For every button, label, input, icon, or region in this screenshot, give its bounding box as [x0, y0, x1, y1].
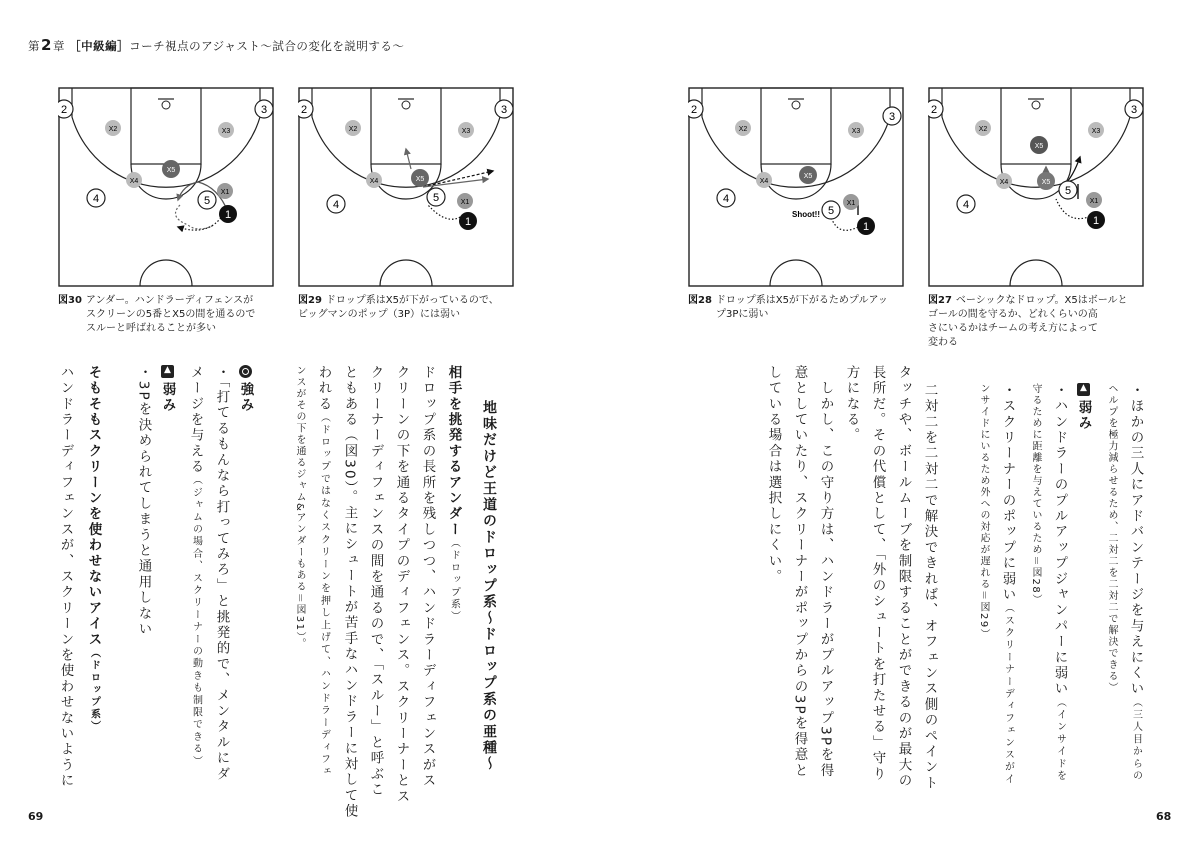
body-line: ハンドラーディフェンスが、スクリーンを使わせないように [57, 365, 74, 789]
body-line: ともある（図30）。主にシュートが苦手なハンドラーに対して使 [341, 365, 358, 820]
caption-line: スクリーンの5番とX5の間を通るので [86, 309, 256, 320]
weakness-label: ▲弱み [159, 365, 176, 414]
defender-x3 [1088, 122, 1104, 138]
player-5 [427, 188, 445, 206]
defender-x5 [162, 160, 180, 178]
svg-text:2: 2 [930, 104, 938, 116]
caption-line: ドロップ系はX5が下がっているので、 [325, 295, 499, 306]
svg-text:2: 2 [60, 104, 68, 116]
section-heading: 地味だけど王道のドロップ系〜ドロップ系の亜種〜 [481, 400, 497, 773]
player-2 [58, 100, 73, 118]
warning-icon: ▲ [1078, 383, 1089, 396]
svg-text:3: 3 [1130, 104, 1138, 116]
player-3 [495, 100, 513, 118]
svg-text:X3: X3 [851, 128, 861, 135]
page-number-left: 69 [28, 810, 44, 823]
svg-text:1: 1 [1092, 215, 1100, 227]
player-1-ball-handler [459, 212, 477, 230]
svg-text:2: 2 [300, 104, 308, 116]
svg-text:1: 1 [464, 216, 472, 228]
caption-fig28 [688, 294, 912, 322]
caption-line: ドロップ系はX5が下がるためプルアッ [715, 295, 888, 306]
body-line: タッチや、ボールムーブを制限することができるのが最大の [895, 365, 912, 789]
strength-item: メージを与える（ジャムの場合、スクリーナーの動きも制限できる） [187, 365, 204, 768]
svg-text:X1: X1 [1089, 198, 1099, 205]
chapter-title: コーチ視点のアジャスト〜試合の変化を説明する〜 [129, 39, 405, 53]
svg-text:3: 3 [888, 111, 896, 123]
defender-x4 [126, 172, 142, 188]
defender-x2 [345, 120, 361, 136]
caption-line: さにいるかはチームの考え方によって [928, 323, 1098, 334]
defender-x4 [366, 172, 382, 188]
defender-x5 [1037, 172, 1055, 190]
caption-fig30 [58, 294, 282, 336]
caption-line: プ3Pに弱い [716, 309, 769, 320]
svg-text:2: 2 [690, 104, 698, 116]
warning-icon: ▲ [162, 365, 173, 378]
player-1-ball-handler [219, 205, 237, 223]
player-5 [1059, 181, 1077, 199]
player-4 [957, 195, 975, 213]
svg-text:X2: X2 [738, 126, 748, 133]
player-1-ball-handler [857, 217, 875, 235]
defender-x1 [843, 194, 859, 210]
running-header [28, 36, 404, 54]
svg-text:5: 5 [432, 192, 440, 204]
svg-text:1: 1 [862, 221, 870, 233]
player-3 [1125, 100, 1143, 118]
caption-label: 図27 [928, 295, 952, 306]
svg-text:4: 4 [332, 199, 340, 211]
body-note: ンスがその下を通るジャム&アンダーもある＝図31）。 [294, 365, 305, 650]
weakness-note: ンサイドにいるため外への対応が遅れる＝図29） [978, 383, 989, 641]
weakness-item: ・スクリーナーのポップに弱い（スクリーナーディフェンスがイ [999, 383, 1016, 786]
svg-text:X1: X1 [220, 189, 230, 196]
svg-text:X4: X4 [759, 178, 769, 185]
svg-text:X2: X2 [978, 126, 988, 133]
weakness-note: 守るために距離を与えているため＝図28） [1030, 383, 1041, 606]
level-label: ［中級編］ [69, 39, 130, 53]
player-1-ball-handler [1087, 211, 1105, 229]
caption-fig29 [298, 294, 522, 322]
svg-text:X4: X4 [369, 178, 379, 185]
svg-text:1: 1 [224, 209, 232, 221]
weakness-item: ・ハンドラーのプルアップジャンパーに弱い（インサイドを [1051, 383, 1068, 783]
player-3 [883, 107, 901, 125]
defender-x2 [735, 120, 751, 136]
body-line: 二対二を二対二で解決できれば、オフェンス側のペイント [921, 383, 938, 792]
player-2 [688, 100, 703, 118]
caption-label: 図28 [688, 295, 712, 306]
body-line: している場合は選択しにくい。 [765, 365, 782, 585]
svg-text:X1: X1 [460, 199, 470, 206]
body-line: クリーンの下を通るタイプのディフェンス。スクリーナーとス [393, 365, 410, 805]
caption-line: ビッグマンのポップ（3P）には弱い [298, 309, 460, 320]
subheading-under: 相手を挑発するアンダー（ドロップ系） [445, 365, 462, 624]
defender-x1 [217, 183, 233, 199]
svg-text:4: 4 [92, 193, 100, 205]
svg-text:X5: X5 [415, 176, 425, 183]
defender-x3 [848, 122, 864, 138]
body-line: 長所だ。その代償として、「外のシュートを打たせる」守り [869, 365, 886, 783]
svg-text:X2: X2 [348, 126, 358, 133]
svg-text:X4: X4 [129, 178, 139, 185]
svg-text:5: 5 [827, 205, 835, 217]
svg-text:X5: X5 [803, 173, 813, 180]
caption-line: ベーシックなドロップ。X5はボールと [955, 295, 1128, 306]
body-line: 意としていたり、スクリーナーがポップからの3Pを得意と [791, 365, 808, 779]
svg-text:4: 4 [722, 193, 730, 205]
player-4 [87, 189, 105, 207]
shoot-annotation: Shoot!! [792, 210, 820, 219]
defender-x3 [458, 122, 474, 138]
court-diagram-fig30 [58, 87, 274, 287]
player-2 [928, 100, 943, 118]
player-4 [717, 189, 735, 207]
caption-line: スルーと呼ばれることが多い [86, 323, 216, 334]
bullet-item: ・ほかの三人にアドバンテージを与えにくい（三人目からの [1127, 383, 1144, 783]
caption-label: 図29 [298, 295, 322, 306]
svg-text:X5: X5 [1034, 143, 1044, 150]
caption-line: アンダー。ハンドラーディフェンスが [85, 295, 254, 306]
chapter-number: 2 [41, 36, 52, 54]
body-line: ドロップ系の長所を残しつつ、ハンドラーディフェンスがス [419, 365, 436, 789]
svg-text:X3: X3 [461, 128, 471, 135]
player-5 [198, 191, 216, 209]
body-line: 方になる。 [843, 365, 860, 444]
strength-label: 強み [238, 365, 252, 413]
svg-text:X4: X4 [999, 179, 1009, 186]
svg-text:X1: X1 [846, 200, 856, 207]
svg-text:X2: X2 [108, 126, 118, 133]
strength-item: ・「打てるもんなら打ってみろ」と挑発的で、メンタルにダ [213, 365, 230, 783]
court-diagram-fig28 [688, 87, 904, 287]
svg-text:3: 3 [260, 104, 268, 116]
svg-text:X3: X3 [221, 128, 231, 135]
subheading-ice: そもそもスクリーンを使わせないアイス（ドロップ系） [85, 365, 102, 734]
page-number-right: 68 [1156, 810, 1172, 823]
defender-x5 [411, 169, 429, 187]
bullet-note: ヘルプを極力減らせるため、二対二を二対二で解決できる） [1106, 383, 1117, 694]
svg-text:4: 4 [962, 199, 970, 211]
player-5 [822, 201, 840, 219]
strength-icon [239, 365, 252, 378]
caption-line: 変わる [928, 337, 958, 348]
caption-fig27 [928, 294, 1152, 350]
player-2 [298, 100, 313, 118]
svg-text:X5: X5 [1041, 179, 1051, 186]
svg-text:X5: X5 [166, 167, 176, 174]
defender-x1 [457, 193, 473, 209]
defender-x3 [218, 122, 234, 138]
court-diagram-fig27 [928, 87, 1144, 287]
weakness-item: ・3Pを決められてしまうと通用しない [135, 365, 152, 638]
svg-text:3: 3 [500, 104, 508, 116]
svg-text:X3: X3 [1091, 128, 1101, 135]
defender-x4 [756, 172, 772, 188]
svg-text:5: 5 [203, 195, 211, 207]
body-line: われる（ドロップではなくスクリーンを押し上げて、ハンドラーディフェ [315, 365, 332, 779]
caption-label: 図30 [58, 295, 82, 306]
body-line: クリーナーディフェンスの間を通るので、「スルー」と呼ぶこ [367, 365, 384, 798]
player-3 [255, 100, 273, 118]
defender-x2 [105, 120, 121, 136]
defender-x4 [996, 173, 1012, 189]
defender-x2 [975, 120, 991, 136]
court-diagram-fig29 [298, 87, 514, 287]
chapter-suffix: 章 [52, 39, 65, 53]
weakness-label-right: ▲弱み [1075, 383, 1092, 432]
defender-x5-upper [1030, 136, 1048, 154]
defender-x5 [799, 166, 817, 184]
svg-text:5: 5 [1064, 185, 1072, 197]
chapter-prefix: 第 [28, 39, 40, 53]
body-line: しかし、この守り方は、ハンドラーがプルアップ3Pを得 [817, 365, 834, 779]
caption-line: ゴールの間を守るか、どれくらいの高 [928, 309, 1098, 320]
player-4 [327, 195, 345, 213]
defender-x1 [1086, 192, 1102, 208]
